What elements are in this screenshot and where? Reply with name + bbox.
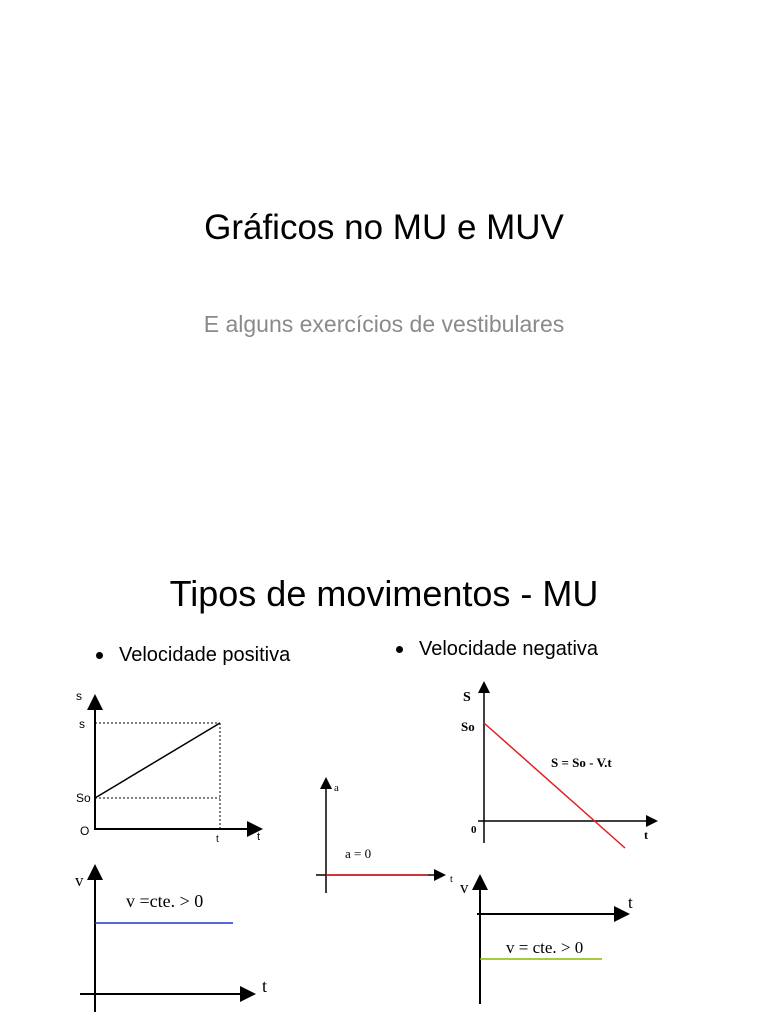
x-axis-label: t	[628, 893, 633, 912]
y-axis-label: v	[460, 878, 469, 897]
slide2-heading: Tipos de movimentos - MU	[169, 573, 599, 614]
x-axis-label: t	[450, 874, 453, 885]
bullet-label: Velocidade positiva	[119, 644, 291, 666]
y-start-label: So	[461, 719, 475, 734]
x-axis-label: t	[257, 831, 261, 843]
velocity-label: v = cte. > 0	[506, 938, 584, 957]
velocity-label: v =cte. > 0	[126, 891, 204, 911]
position-line	[95, 723, 220, 798]
position-line	[484, 723, 625, 848]
y-axis-label: S	[463, 690, 471, 705]
graph-position-time-negative	[461, 687, 652, 848]
origin-label: O	[80, 824, 90, 838]
graph-velocity-time-positive	[75, 871, 267, 1012]
y-axis-label: a	[334, 782, 339, 794]
slide-subtitle: E alguns exercícios de vestibulares	[203, 311, 565, 337]
graph-acceleration-time	[316, 782, 453, 893]
y-axis-label: v	[75, 871, 84, 890]
origin-label: 0	[471, 824, 477, 836]
y-top-label: s	[79, 717, 85, 731]
acceleration-label: a = 0	[345, 846, 372, 861]
x-axis-label: t	[644, 828, 648, 842]
equation-label: S = So - V.t	[551, 755, 612, 770]
y-start-label: So	[76, 791, 91, 805]
bullet-label: Velocidade negativa	[419, 638, 599, 660]
graph-velocity-time-negative	[460, 878, 633, 1004]
slide-title: Gráficos no MU e MUV	[204, 208, 564, 247]
graph-position-time-positive	[76, 689, 260, 845]
t-tick-label: t	[216, 834, 219, 845]
x-axis-label: t	[262, 976, 268, 996]
y-axis-label: s	[76, 689, 82, 703]
